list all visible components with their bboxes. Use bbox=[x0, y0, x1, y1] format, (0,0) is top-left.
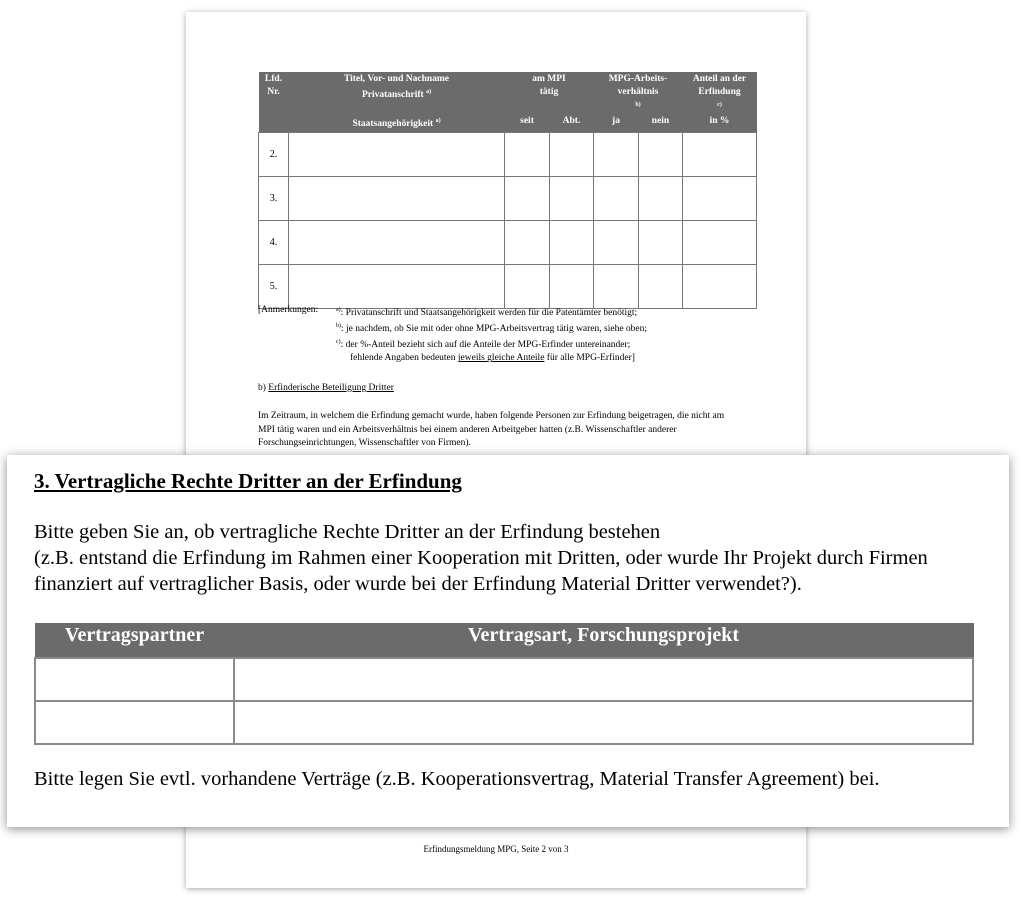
share-cell[interactable] bbox=[683, 133, 757, 177]
inventor-table-subheader bbox=[259, 116, 757, 133]
contract-type-cell[interactable] bbox=[234, 701, 973, 744]
table-row bbox=[259, 221, 757, 265]
mpi-dept-cell[interactable] bbox=[550, 265, 594, 309]
mpg-yes-cell[interactable] bbox=[594, 265, 639, 309]
mpg-no-cell[interactable] bbox=[639, 133, 683, 177]
row-number: 3. bbox=[259, 177, 289, 221]
header-lfd-nr: Lfd. Nr. bbox=[259, 72, 289, 133]
page-footer: Erfindungsmeldung MPG, Seite 2 von 3 bbox=[423, 844, 569, 854]
table-row bbox=[35, 658, 973, 701]
mpi-dept-cell[interactable] bbox=[550, 177, 594, 221]
note-c: $^{c)}$: der %-Anteil bezieht sich auf die Anteile der MPG-Erfinder untereinander; bbox=[336, 339, 631, 351]
header-contract-type: Vertragsart, Forschungsprojekt bbox=[234, 624, 973, 659]
inventor-table-header bbox=[259, 72, 757, 116]
annotations-prefix: [Anmerkungen: bbox=[258, 305, 319, 315]
section-3-heading: 3. Vertragliche Rechte Dritter an der Erfindung bbox=[34, 469, 462, 493]
mpi-dept-cell[interactable] bbox=[550, 133, 594, 177]
mpg-no-cell[interactable] bbox=[639, 221, 683, 265]
contract-partner-cell[interactable] bbox=[35, 701, 234, 744]
name-cell[interactable] bbox=[289, 265, 505, 309]
table-row bbox=[259, 133, 757, 177]
header-nationality: Staatsangehörigkeit $^{a)}$ bbox=[289, 116, 505, 133]
contract-table-header bbox=[35, 624, 973, 659]
mpg-yes-cell[interactable] bbox=[594, 177, 639, 221]
header-mpi-since: seit bbox=[505, 116, 550, 133]
header-mpg-yes: ja bbox=[594, 116, 639, 133]
row-number: 2. bbox=[259, 133, 289, 177]
header-name: Titel, Vor- und Nachname Privatanschrift $^{a)}$ bbox=[289, 72, 505, 116]
row-number: 5. bbox=[259, 265, 289, 309]
header-mpi: am MPI tätig bbox=[505, 72, 594, 116]
note-b: $^{b)}$: je nachdem, ob Sie mit oder ohne MPG-Arbeitsvertrag tätig waren, siehe oben; bbox=[336, 323, 648, 335]
zoomed-section-3 bbox=[7, 455, 1009, 827]
mpg-yes-cell[interactable] bbox=[594, 221, 639, 265]
mpi-since-cell[interactable] bbox=[505, 221, 550, 265]
contract-type-cell[interactable] bbox=[234, 658, 973, 701]
header-share: Anteil an der Erfindung $^{c)}$ in % bbox=[683, 72, 757, 133]
contract-table bbox=[34, 623, 974, 745]
header-mpg-no: nein bbox=[639, 116, 683, 133]
annotations bbox=[258, 304, 738, 365]
header-contract-partner: Vertragspartner bbox=[35, 624, 234, 659]
section-b-heading: b) Erfinderische Beteiligung Dritter bbox=[258, 383, 394, 393]
note-a: $^{a)}$: Privatanschrift und Staatsangehörigkeit werden für die Patentämter benötigt; bbox=[336, 307, 638, 319]
mpi-since-cell[interactable] bbox=[505, 265, 550, 309]
table-row bbox=[35, 701, 973, 744]
name-cell[interactable] bbox=[289, 133, 505, 177]
share-cell[interactable] bbox=[683, 221, 757, 265]
section-b-paragraph: Im Zeitraum, in welchem die Erfindung gemacht wurde, haben folgende Personen zur Erfindung beigetragen, die nicht am MPI tätig waren und ein Arbeitsverhältnis bei einem anderen Arbeitgeber hatten (z.B. Wissenschaftler anderer Forschungseinrichtungen, Wissenschaftler von Firmen). bbox=[258, 411, 725, 448]
mpg-yes-cell[interactable] bbox=[594, 133, 639, 177]
name-cell[interactable] bbox=[289, 177, 505, 221]
mpg-no-cell[interactable] bbox=[639, 177, 683, 221]
table-row bbox=[259, 265, 757, 309]
row-number: 4. bbox=[259, 221, 289, 265]
note-c-continued: fehlende Angaben bedeuten jeweils gleiche Anteile für alle MPG-Erfinder] bbox=[350, 353, 635, 364]
header-mpi-dept: Abt. bbox=[550, 116, 594, 133]
mpi-dept-cell[interactable] bbox=[550, 221, 594, 265]
inventor-table bbox=[258, 72, 757, 309]
contract-partner-cell[interactable] bbox=[35, 658, 234, 701]
name-cell[interactable] bbox=[289, 221, 505, 265]
header-mpg-employment: MPG-Arbeits-verhältnis $^{b)}$ bbox=[594, 72, 683, 116]
mpg-no-cell[interactable] bbox=[639, 265, 683, 309]
table-row bbox=[259, 177, 757, 221]
mpi-since-cell[interactable] bbox=[505, 133, 550, 177]
section-3-closing: Bitte legen Sie evtl. vorhandene Verträge (z.B. Kooperationsvertrag, Material Transfer Agreement) bei. bbox=[34, 768, 880, 790]
mpi-since-cell[interactable] bbox=[505, 177, 550, 221]
section-3-intro: Bitte geben Sie an, ob vertragliche Rechte Dritter an der Erfindung bestehen (z.B. entstand die Erfindung im Rahmen einer Kooperation mit Dritten, oder wurde Ihr Projekt durch Firmen finanziert auf vertraglicher Basis, oder wurde bei der Erfindung Material Dritter verwendet?). bbox=[34, 521, 928, 595]
share-cell[interactable] bbox=[683, 265, 757, 309]
share-cell[interactable] bbox=[683, 177, 757, 221]
